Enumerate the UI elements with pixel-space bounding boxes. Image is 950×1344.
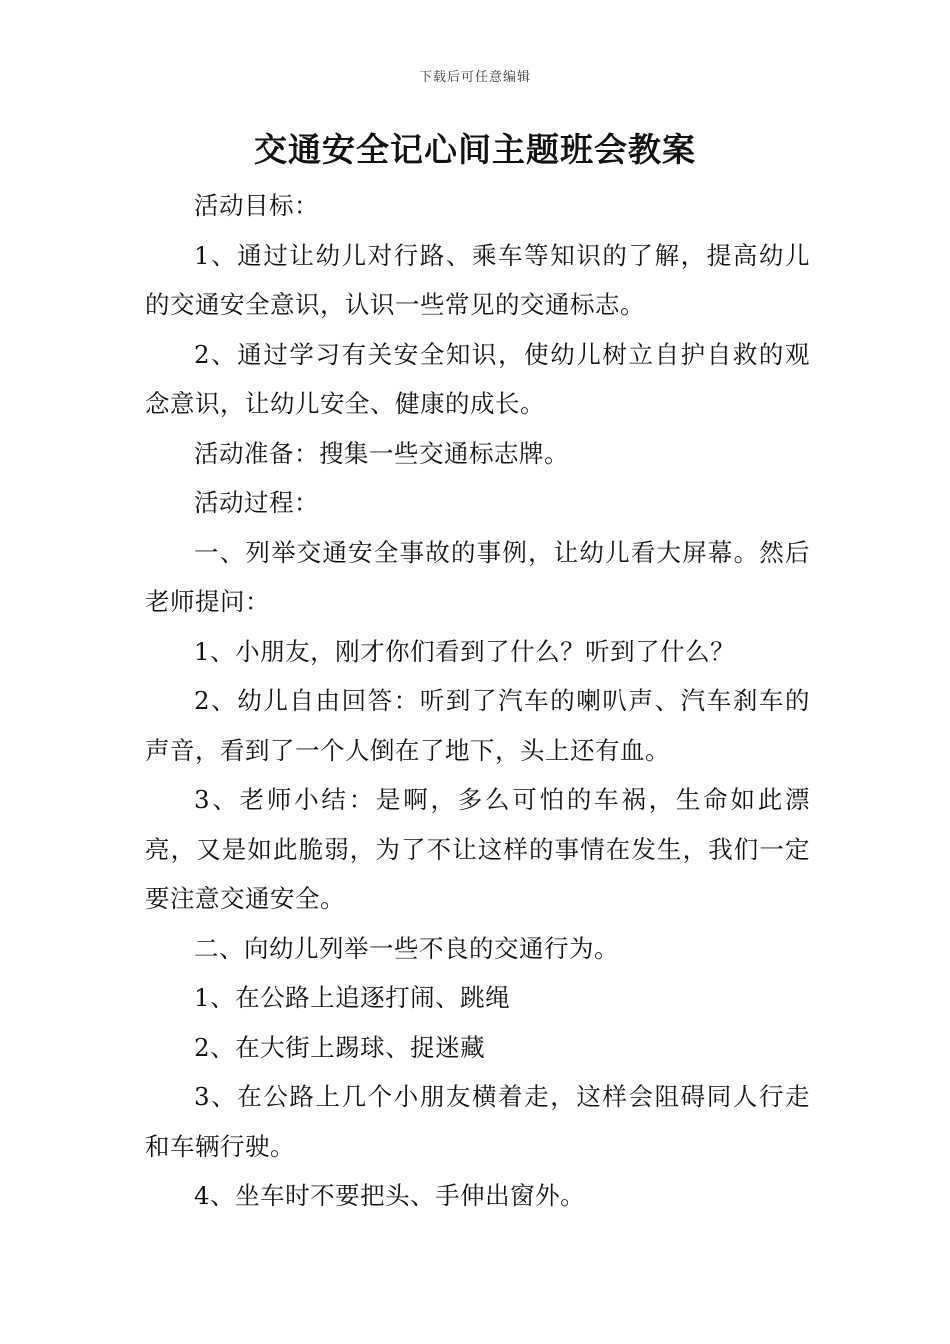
paragraph-bad-behavior-1: 1、在公路上追逐打闹、跳绳 — [194, 983, 511, 1012]
header-note: 下载后可任意编辑 — [418, 70, 531, 85]
paragraph-bad-behavior-4: 4、坐车时不要把头、手伸出窗外。 — [194, 1181, 586, 1210]
paragraph-goal-1: 1、通过让幼儿对行路、乘车等知识的了解，提高幼儿的交通安全意识，认识一些常见的交通标志。 — [145, 240, 810, 319]
paragraph-bad-behavior-2: 2、在大街上踢球、捉迷藏 — [194, 1032, 486, 1062]
document-title: 交通安全记心间主题班会教案 — [254, 130, 696, 169]
paragraph-goal-2: 2、通过学习有关安全知识，使幼儿树立自护自救的观念意识，让幼儿安全、健康的成长。 — [145, 339, 810, 418]
paragraph-step-2: 二、向幼儿列举一些不良的交通行为。 — [194, 933, 619, 963]
document-body — [145, 181, 810, 1221]
paragraph-step-1: 一、列举交通安全事故的事例，让幼儿看大屏幕。然后老师提问： — [145, 537, 810, 616]
paragraph-question-1: 1、小朋友，刚才你们看到了什么？听到了什么？ — [194, 636, 736, 666]
paragraph-preparation: 活动准备：搜集一些交通标志牌。 — [194, 438, 569, 468]
paragraph-summary-3: 3、老师小结：是啊，多么可怕的车祸，生命如此漂亮，又是如此脆弱，为了不让这样的事情在发生，我们一定要注意交通安全。 — [145, 785, 810, 913]
paragraph-activity-goals: 活动目标： — [194, 191, 319, 220]
paragraph-answer-2: 2、幼儿自由回答：听到了汽车的喇叭声、汽车刹车的声音，看到了一个人倒在了地下，头上还有血。 — [145, 686, 810, 765]
paragraph-process: 活动过程： — [194, 488, 319, 517]
paragraph-bad-behavior-3: 3、在公路上几个小朋友横着走，这样会阻碍同人行走和车辆行驶。 — [145, 1082, 810, 1161]
